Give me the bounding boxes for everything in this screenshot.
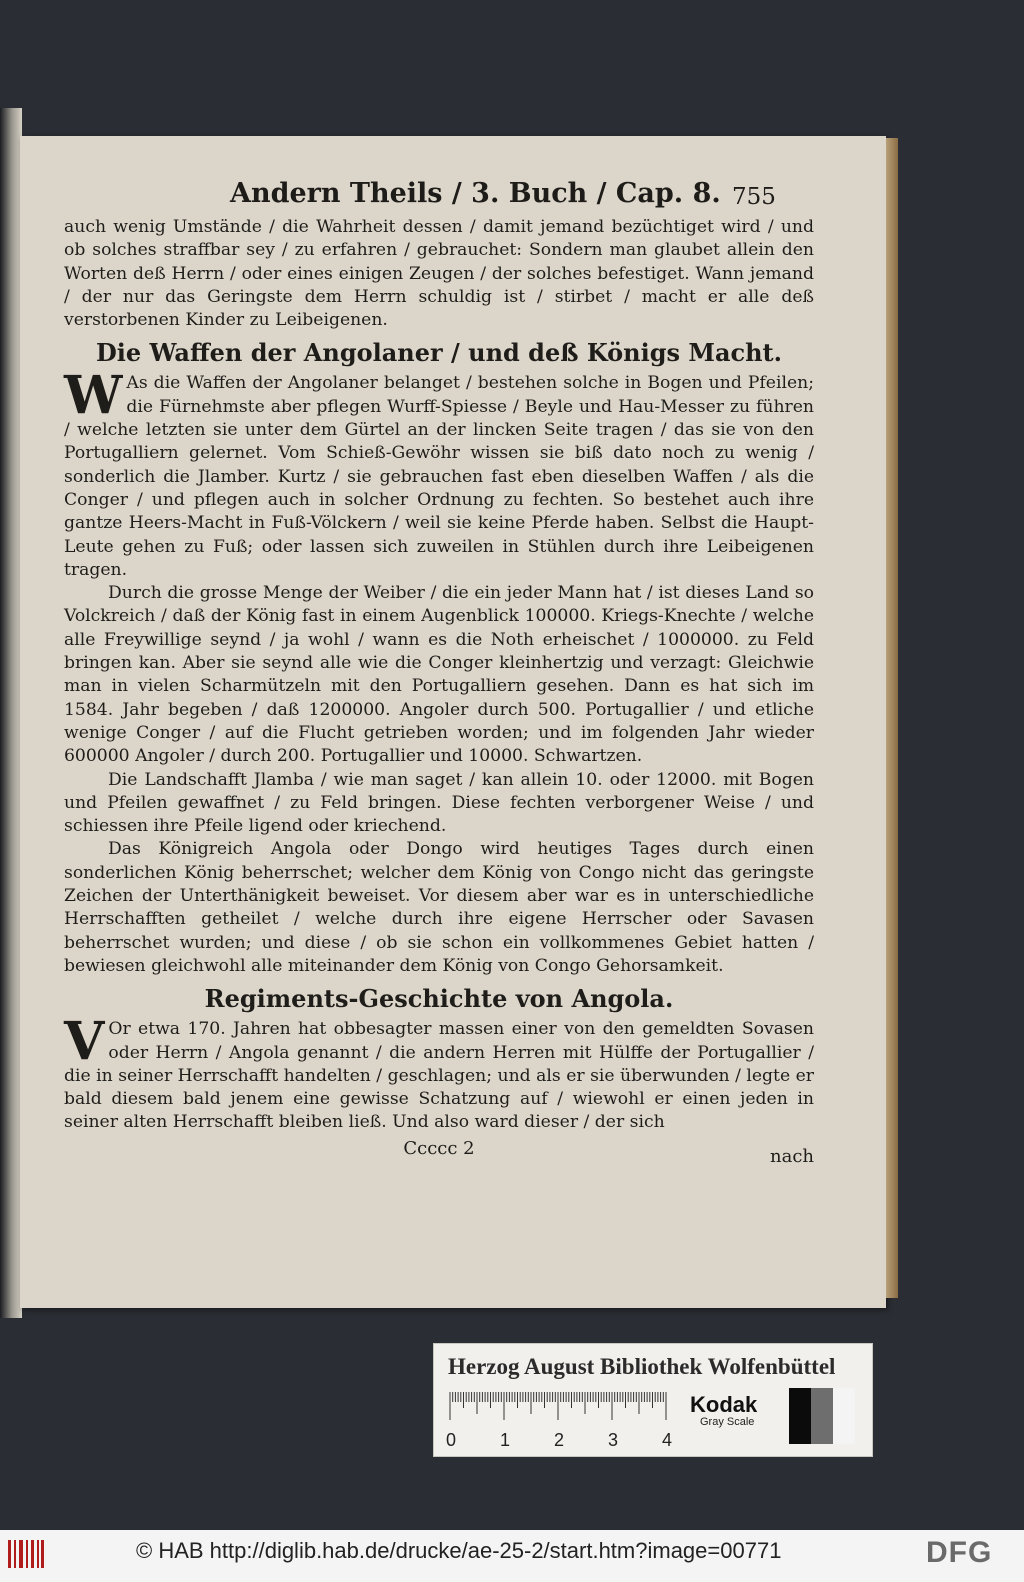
ruler-number: 4 — [662, 1430, 673, 1450]
section-heading-weapons: Die Waffen der Angolaner / und deß Königs Macht. — [95, 338, 782, 368]
gray-scale-label: Gray Scale — [700, 1416, 755, 1428]
paragraph-weapons — [64, 365, 814, 582]
library-name: Herzog August Bibliothek Wolfenbüttel — [448, 1354, 836, 1379]
ruler-number: 1 — [500, 1430, 511, 1450]
copyright-link[interactable]: © HAB http://diglib.hab.de/drucke/ae-25-2/start.htm?image=00771 — [136, 1538, 782, 1563]
barcode-icon — [6, 1536, 46, 1572]
swatch-white — [833, 1388, 855, 1444]
paragraph-kingdom: Das Königreich Angola oder Dongo wird heutiges Tages durch einen sonderlichen König beherrschet; welcher dem König von Congo nicht das geringste Zeichen der Unterthänigkeit beweiset. Vor diesem aber war es in unterschiedliche Herrschafften getheilet / welche durch ihre eigene Herrscher oder Savasen beherrschet wurden; und diese / ob sie schon ein vollkommenes Gebiet hatten / bewiesen gleichwohl alle miteinander dem König von Congo Gehorsamkeit. — [64, 839, 814, 976]
color-calibration-label — [433, 1343, 873, 1457]
section-heading-history: Regiments-Geschichte von Angola. — [204, 984, 674, 1014]
page-edge — [886, 138, 898, 1298]
ruler-number: 0 — [446, 1430, 457, 1450]
ruler-number: 2 — [554, 1430, 565, 1450]
paragraph-history — [64, 1011, 814, 1134]
drop-cap: W — [64, 365, 123, 427]
paragraph-army: Durch die grosse Menge der Weiber / die ein jeder Mann hat / ist dieses Land so Volckreich / daß der König fast in einem Augenblick 100000. Kriegs-Knechte / welche alle Freywillige seynd / ja wohl / wann es die Noth erheischet / 1000000. zu Feld bringen kan. Aber sie seynd alle wie die Conger kleinhertzig und verzagt: Gleichwie man in vielen Scharmützeln mit den Portugalliern gesehen. Dann es hat sich im 1584. Jahr begeben / daß 1200000. Angoler durch 500. Portugallier / und etliche wenige Conger / auf die Flucht getrieben worden; und im folgenden Jahr wieder 600000 Angoler / durch 200. Portugallier und 10000. Schwartzen. — [64, 583, 814, 767]
book-left-edge — [0, 108, 22, 1318]
footer-bar — [0, 1530, 1024, 1582]
paragraph-weapons-text: As die Waffen der Angolaner belanget / bestehen solche in Bogen und Pfeilen; die Fürnehmste aber pflegen Wurff-Spiesse / Beyle und Hau-Messer zu führen / welche letzten sie unter dem Gürtel an der lincken Seite tragen / das sie von den Portugalliern gelernet. Vom Schieß-Gewöhr wissen sie biß dato noch zu wenig / sonderlich die Jlamber. Kurtz / sie gebrauchen fast eben dieselben Waffen / als die Conger / und pflegen auch in solcher Ordnung zu fechten. So bestehet auch ihre gantze Heers-Macht in Fuß-Völckern / weil sie keine Pferde haben. Selbst die Haupt-Leute gehen zu Fuß; oder lassen sich zuweilen in Stühlen durch ihre Leibeigenen tragen. — [64, 373, 814, 580]
running-head: Andern Theils / 3. Buch / Cap. 8. — [230, 178, 721, 209]
catchword: nach — [770, 1145, 814, 1167]
signature-mark: Ccccc 2 — [403, 1137, 475, 1159]
ruler-icon — [444, 1388, 684, 1450]
swatch-gray — [811, 1388, 833, 1444]
paragraph-intro: auch wenig Umstände / die Wahrheit dessen / damit jemand bezüchtiget wird / und ob solches straffbar sey / zu erfahren / gebrauchet: Sondern man glaubet allein den Worten deß Herrn / oder eines einigen Zeugen / der solches befestiget. Wann jemand / der nur das Geringste dem Herrn schuldig ist / stirbet / macht er alle deß verstorbenen Kinder zu Leibeigenen. — [64, 217, 814, 331]
gray-swatches — [789, 1388, 855, 1444]
kodak-logo: Kodak — [690, 1392, 758, 1417]
book-page — [20, 136, 886, 1308]
swatch-black — [789, 1388, 811, 1444]
paragraph-history-text: Or etwa 170. Jahren hat obbesagter massen einer von den gemeldten Sovasen oder Herrn / Angola genannt / die andern Herren mit Hülffe der Portugallier / die in seiner Herrschafft handelten / geschlagen; und als er sie überwunden / legte er bald diesem bald jenem eine gewisse Schatzung auf / wiewohl er einen jeden in seiner alten Herrschafft bleiben ließ. Und also ward dieser / der sich — [64, 1019, 814, 1133]
ruler-number: 3 — [608, 1430, 619, 1450]
text-block — [64, 216, 814, 1167]
signature-line — [64, 1137, 814, 1167]
drop-cap: V — [64, 1011, 105, 1073]
page-number: 755 — [732, 184, 776, 210]
dfg-logo: DFG — [926, 1536, 993, 1569]
paragraph-jlamba: Die Landschafft Jlamba / wie man saget / kan allein 10. oder 12000. mit Bogen und Pfeilen gewaffnet / zu Feld bringen. Diese fechten verborgener Weise / und schiessen ihre Pfeile ligend oder kriechend. — [64, 769, 814, 837]
